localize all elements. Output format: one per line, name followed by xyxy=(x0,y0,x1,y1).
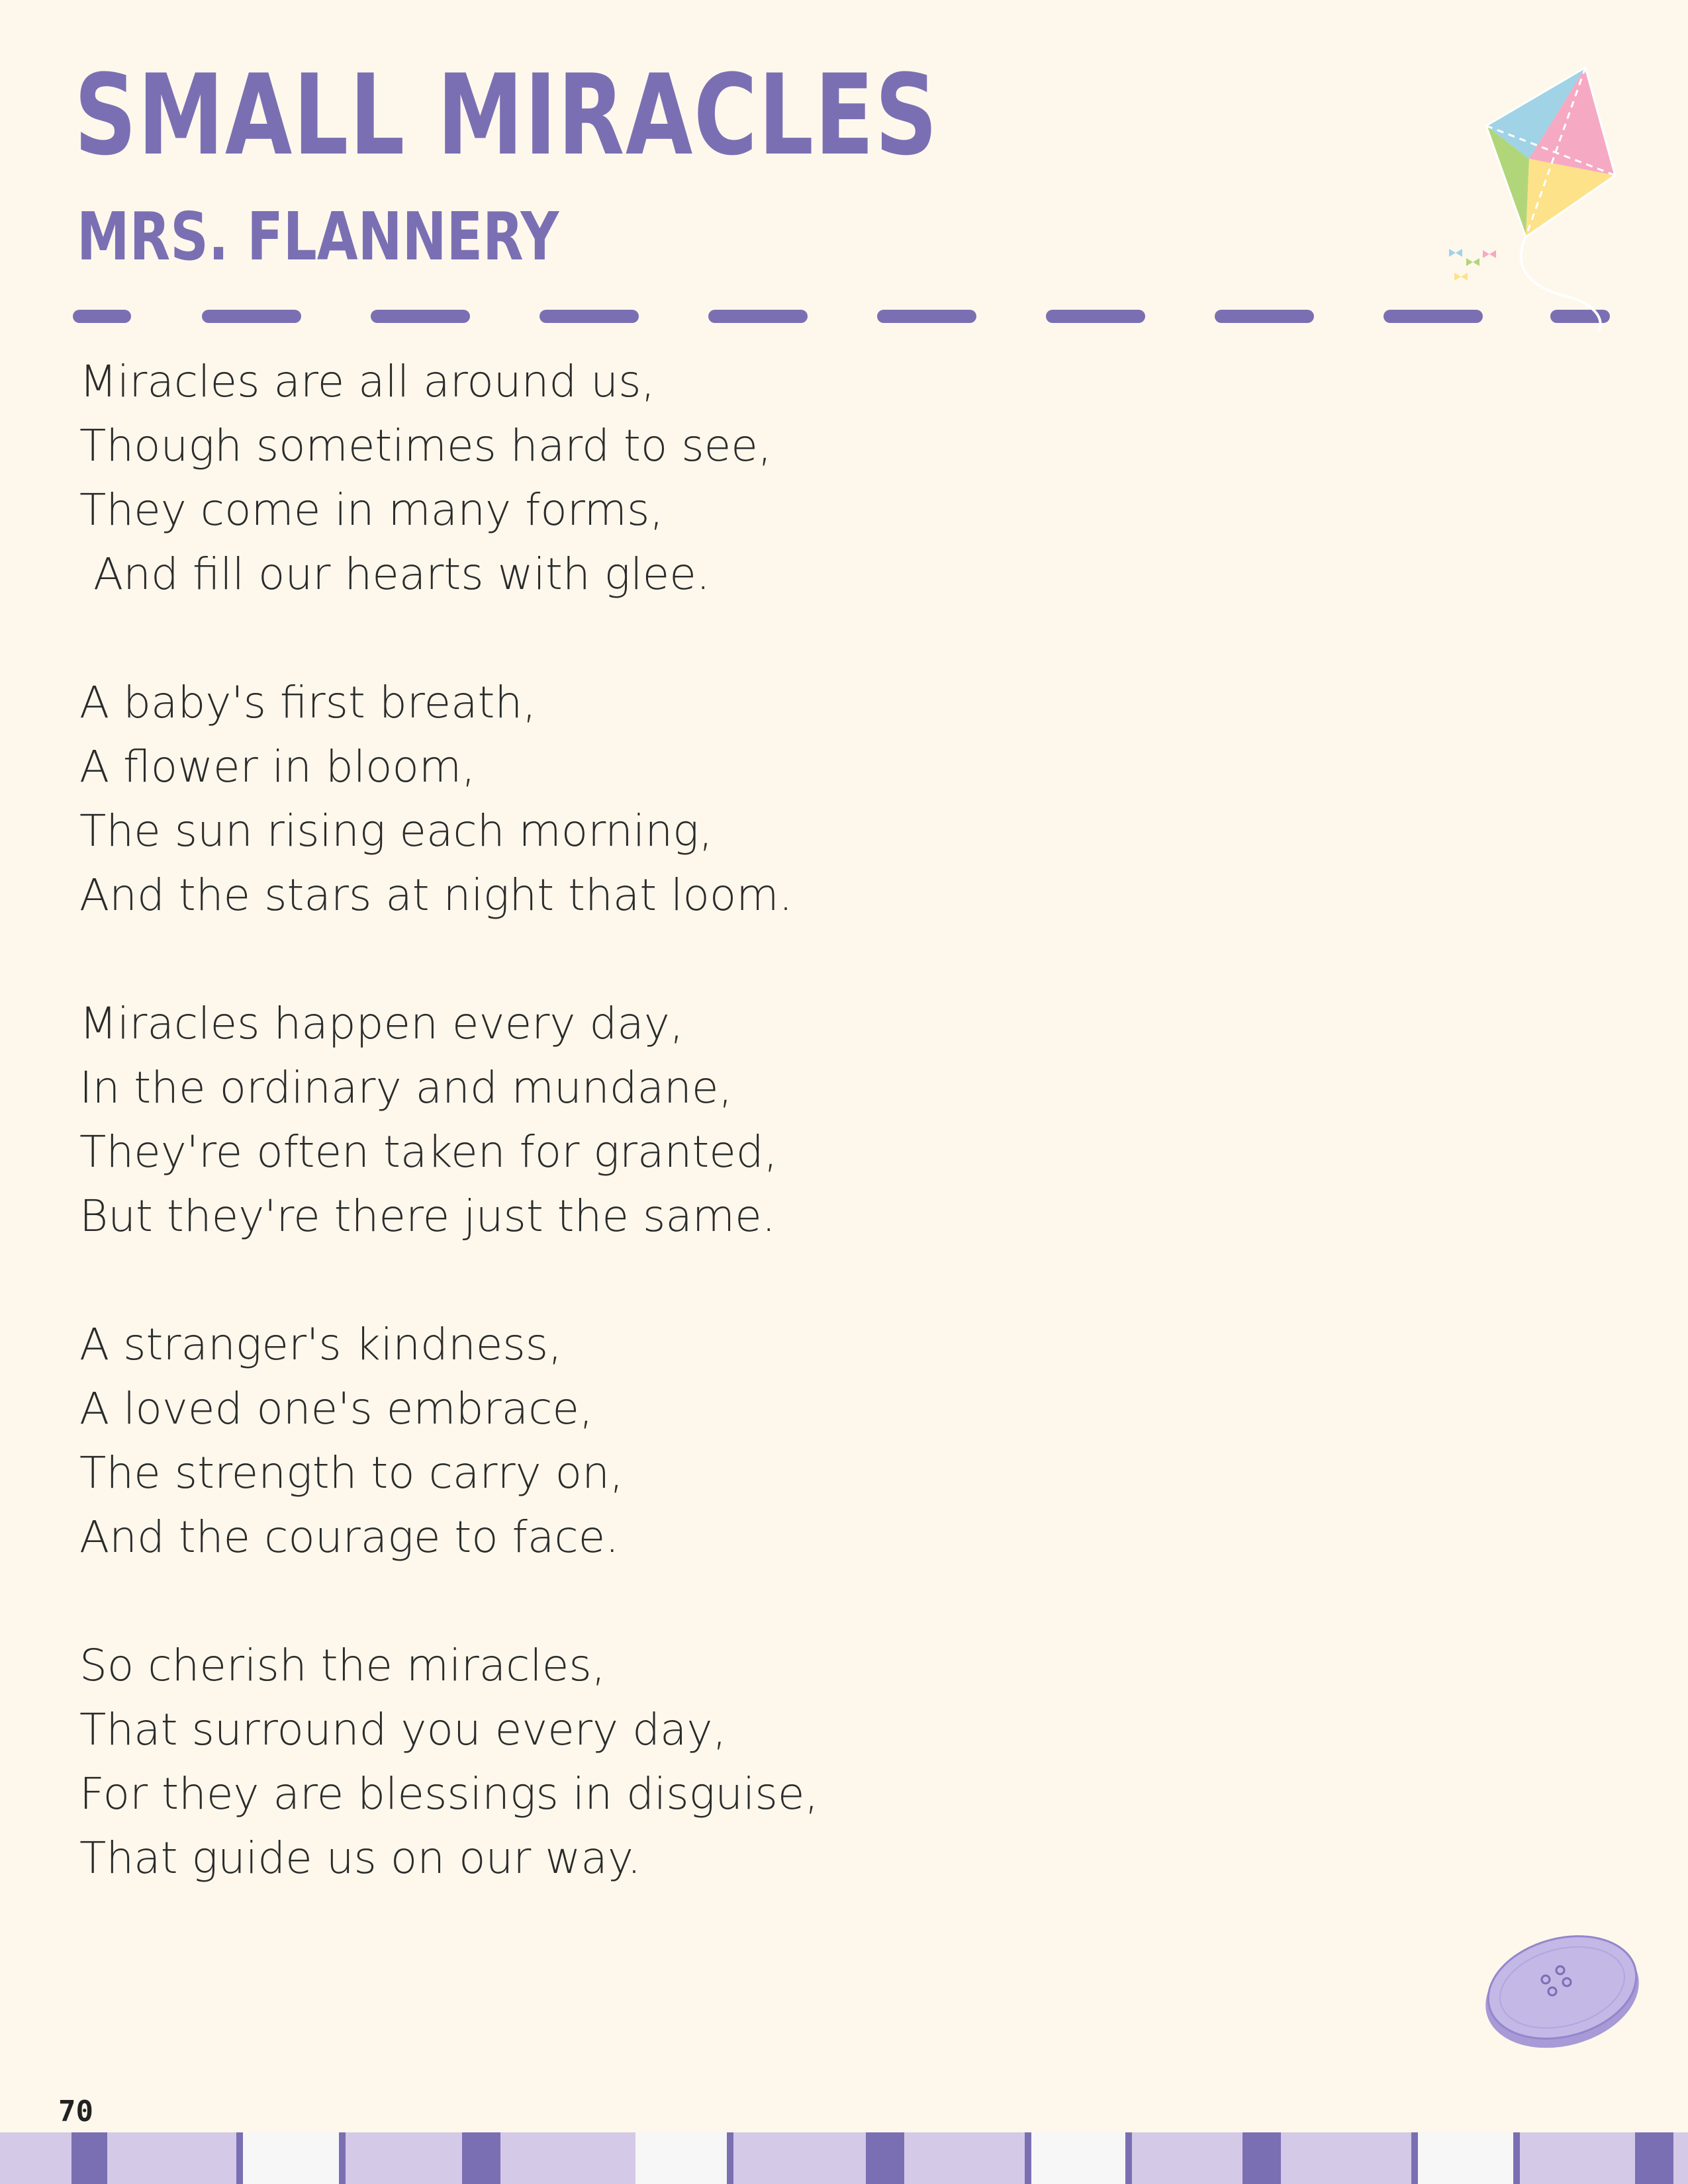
poem-line: A baby's first breath, xyxy=(79,677,537,728)
poem-line: The strength to carry on, xyxy=(79,1447,624,1498)
poem-line: And fill our hearts with glee. xyxy=(79,549,710,600)
poem-line: Though sometimes hard to see, xyxy=(79,420,772,471)
stanza xyxy=(79,349,1072,606)
poem-line: And the courage to face. xyxy=(79,1512,620,1563)
poem-line: A loved one's embrace, xyxy=(79,1383,593,1434)
poem-line: They're often taken for granted, xyxy=(79,1126,778,1177)
poem-line: A flower in bloom, xyxy=(79,741,476,792)
poem-line: That surround you every day, xyxy=(79,1704,727,1755)
poem-line: Miracles happen every day, xyxy=(79,998,684,1049)
stanza xyxy=(79,1633,1072,1890)
author-name: MRS. FLANNERY xyxy=(77,198,559,275)
poem-line: Miracles are all around us, xyxy=(79,356,655,407)
dashed-divider xyxy=(73,308,1615,324)
striped-footer-bar xyxy=(0,2132,1688,2184)
stanza xyxy=(79,991,1072,1248)
poem-body xyxy=(79,349,1072,1954)
poem-line: And the stars at night that loom. xyxy=(79,870,793,921)
stanza xyxy=(79,1312,1072,1569)
poem-line: They come in many forms, xyxy=(79,484,664,535)
poem-line: For they are blessings in disguise, xyxy=(79,1768,819,1819)
poem-line: A stranger's kindness, xyxy=(79,1319,563,1370)
poem-line: But they're there just the same. xyxy=(79,1191,776,1242)
button-icon xyxy=(1479,1923,1645,2055)
stanza xyxy=(79,670,1072,927)
page-number: 70 xyxy=(58,2095,93,2128)
poem-line: So cherish the miracles, xyxy=(79,1640,606,1691)
poem-line: In the ordinary and mundane, xyxy=(79,1062,733,1113)
poem-line: That guide us on our way. xyxy=(79,1833,641,1884)
kite-icon xyxy=(1440,60,1638,338)
page-title: SMALL MIRACLES xyxy=(74,50,939,180)
poem-line: The sun rising each morning, xyxy=(79,805,713,856)
